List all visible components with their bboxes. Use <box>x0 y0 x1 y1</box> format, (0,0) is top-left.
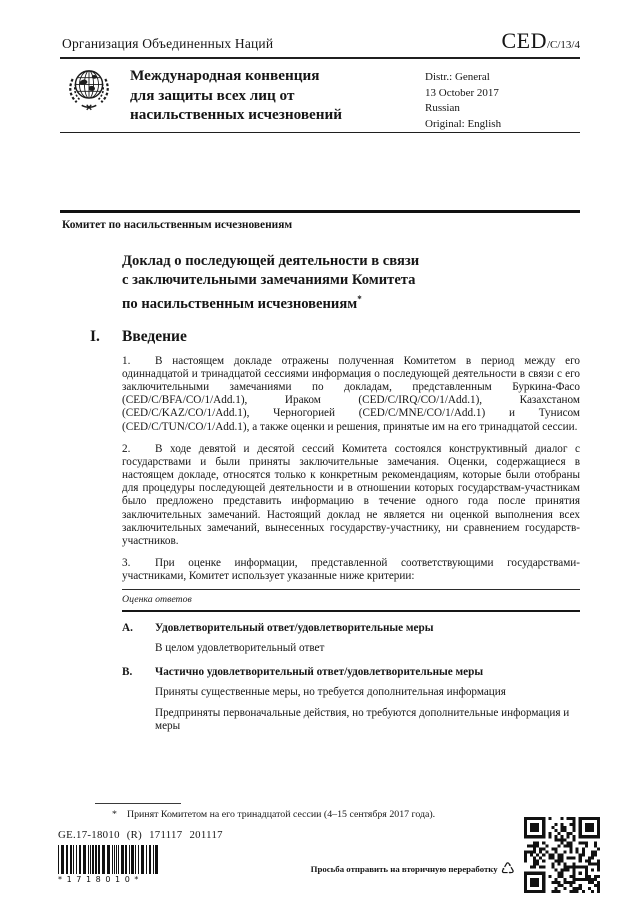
convention-title-line: для защиты всех лиц от <box>130 86 295 104</box>
paragraph-number: 2. <box>122 442 131 455</box>
language-line: Russian <box>425 102 460 114</box>
convention-title <box>130 66 430 125</box>
document-symbol-main: CED <box>501 28 547 53</box>
document-title-line: по насильственным исчезновениям* <box>122 294 362 312</box>
footnote-marker: * <box>357 294 362 304</box>
document-symbol-suffix: /C/13/4 <box>546 39 580 51</box>
assessment-item-heading: B. Частично удовлетворительный ответ/удовлетворительные меры <box>122 665 484 678</box>
paragraph-number: 3. <box>122 557 131 570</box>
footnote-marker: * <box>112 809 117 820</box>
document-symbol <box>501 28 580 54</box>
qr-code <box>524 817 600 898</box>
convention-title-line: насильственных исчезновений <box>130 106 343 123</box>
assessment-item-b <box>122 666 580 733</box>
distribution-info <box>425 70 501 132</box>
assessment-item-heading: A. Удовлетворительный ответ/удовлетворительные меры <box>122 622 434 635</box>
assessment-item-label: B. <box>122 665 133 678</box>
header-rule <box>60 57 580 59</box>
un-org-name: Организация Объединенных Наций <box>62 36 274 51</box>
paragraph-1 <box>122 355 580 434</box>
footnote-text: Принят Комитетом на его тринадцатой сессии (4–15 сентября 2017 года). <box>126 809 436 820</box>
document-title-line: с заключительными замечаниями Комитета <box>122 272 416 288</box>
committee-name: Комитет по насильственным исчезновениям <box>62 219 293 231</box>
recycle-icon: ♺ <box>500 859 515 878</box>
date-line: 13 October 2017 <box>425 86 499 99</box>
original-language-line: Original: English <box>425 117 502 130</box>
document-title <box>122 252 580 314</box>
footnote-rule <box>95 803 181 804</box>
footnote <box>95 809 563 820</box>
barcode-text: *1718010* <box>58 875 144 884</box>
paragraph-text: В ходе девятой и десятой сессий Комитета состоялся конструктивный диалог с государствами и были приняты заключительные замечания. Оценки, содержащиеся в настоящем докладе, относятся только к конкретным рекомендациям, которые были отобраны для процедуры последующей деятельности и в отношении которых государствам-участникам было предложено представить информацию в течение одного года после принятия заключительных замечаний. Настоящий доклад не является ни оценкой выполнения всех заключительных замечаний, вынесенных государству-участнику, ни сравнением государств-участников. <box>122 442 580 547</box>
section-number: I. <box>90 327 100 345</box>
recycle-text: Просьба отправить на вторичную переработку <box>310 864 498 874</box>
ge-number: GE.17-18010 (R) 171117 201117 <box>58 829 223 841</box>
paragraph-number: 1. <box>122 354 131 367</box>
assessment-table-header <box>122 589 580 612</box>
assessment-item-label: A. <box>122 622 133 635</box>
document-title-line: Доклад о последующей деятельности в связи <box>122 253 420 269</box>
section-rule <box>60 210 580 213</box>
masthead-rule <box>60 132 580 133</box>
section-title: Введение <box>122 327 187 345</box>
assessment-item-line: Приняты существенные меры, но требуется дополнительная информация <box>155 685 506 698</box>
assessment-table-label: Оценка ответов <box>122 594 192 606</box>
assessment-item-line: Предприняты первоначальные действия, но требуются дополнительные информация и меры <box>155 706 570 732</box>
paragraph-text: В настоящем докладе отражены полученная Комитетом в период между его одиннадцатой и тринадцатой сессиями информация о последующей деятельности в связи с его заключительными замечаниями по докладам, представленным Буркина-Фасо (CED/C/BFA/CO/1/Add.1), Ираком (CED/C/IRQ/CO/1/Add.1), Казахстаном (CED/C/KAZ/CO/1/Add.1), Черногорией (CED/C/MNE/CO/1/Add.1) и Тунисом (CED/C/TUN/CO/1/Add.1), а также оценки и решения, принятые им на его тринадцатой сессии. <box>122 354 580 433</box>
paragraph-2 <box>122 443 580 548</box>
assessment-item-line: В целом удовлетворительный ответ <box>155 642 325 655</box>
recycle-notice <box>285 861 515 877</box>
un-emblem-icon <box>60 62 118 121</box>
paragraph-3 <box>122 557 580 583</box>
section-heading <box>90 327 580 346</box>
convention-title-line: Международная конвенция <box>130 67 320 84</box>
distr-line: Distr.: General <box>425 71 490 83</box>
main-content <box>90 252 580 733</box>
barcode <box>58 845 160 884</box>
assessment-item-a <box>122 622 580 655</box>
paragraph-text: При оценке информации, представленной соответствующими государствами-участниками, Комитет использует указанные ниже критерии: <box>122 557 580 583</box>
